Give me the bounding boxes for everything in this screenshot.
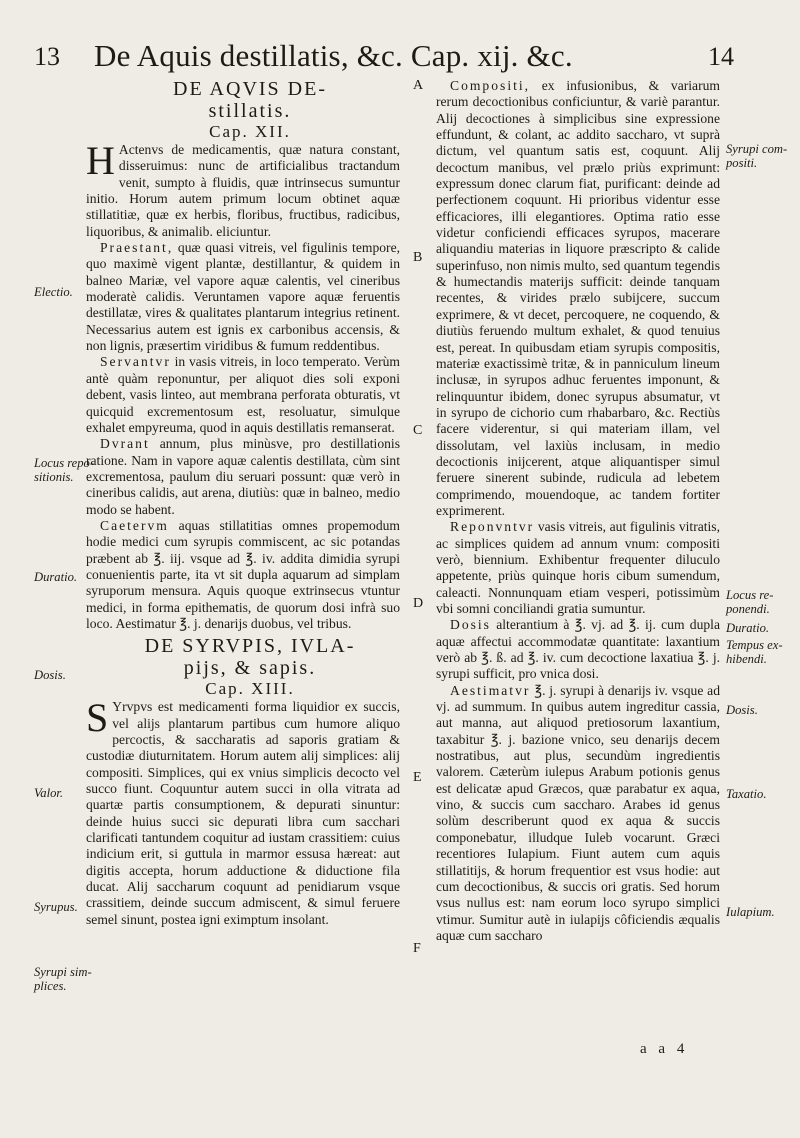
chapter-12-title-cont: stillatis. [208,100,292,122]
margin-note-electio: Electio. [34,285,73,299]
section-letter-e: E [413,770,422,785]
page-header [0,30,800,76]
ch12-para-4: Dvrant annum, plus minùsve, pro destillationis ratione. Nam in vapore aquæ calentis destillata, cùm sint excrementosa, paulum diu seruari possunt: quæ verò in cineribus calidis, aut arena, diutiùs: quæ in balneo, medio modo se habent. [86,436,400,517]
ch13-para-5: Aestimatvr ℥. j. syrupi à denarijs iv. vsque ad vj. ad summum. In quibus autem ingreditur cassia, aut manna, aut aliquod pretiosorum laxantium, taxabitur ℥. j. bazione vnico, seu denarijs decem nostratibus, aut plus, secundùm ingredientis valorem. Cæterùm iulepus Arabum potionis genus est delicatæ apud Græcos, quæ parabatur ex aqua, vino, & succis cum saccharo. Arabes id genus solùm describerunt quod ex aqua & succis componebatur, illudque Iuleb vocarunt. Græci recentiores Iulapium. Fiunt autem cum aquis stillatitijs, & horum frequentior est vsus hodie: aut cum decoctionibus, & succis ori gratis. Sed horum vsus nullus est: nam eorum loco syrupo simplici vtimur. Sumitur autè in iulapijs côficiendis æqualis aquæ cum saccharo [436,682,720,943]
margin-note-locus-repo: Locus repo- [34,456,95,470]
ch12-para-5: Caetervm aquas stillatitias omnes propemodum hodie medici cum syrupis commiscent, ac sic potandas præbent ab ℥. iij. vsque ad ℥. iv. addita dimidia syrupi conuenientis parte, ita vt sit dupla aquarum ad simplam syruporum mensura. Aquis quoque extrinsecus vtuntur medici, in forma epithematis, de quorum dosi infrà suo loco. Aestimatur ℥. j. denarijs duobus, vel tribus. [86,517,400,631]
margin-note-syrupus: Syrupus. [34,900,78,914]
ch13-para-2: Compositi, ex infusionibus, & variarum rerum decoctionibus conficiuntur, & variè parantur. Alij decoctiones à simplicibus sine expressione effundunt, & colant, ac addito saccharo, vt suprà dictum, vel quantum satis est, coquunt. Alij decoctum manibus, vel prælo priùs exprimunt: expressum donec clarum fiat, purificant: deinde ad perfectionem coquunt. Hi prioribus videntur esse efficaciores, illi elegantiores. Optima ratio esse videtur conficiendi efficaces syrupos, macerare aliquandiu materias in liquore præscripto & calide superinfuso, non nimis multo, sed quantum tegendis & humectandis materijs sufficit: deinde tanquam recentes, & virides prælo subijcere, succum exprimere, & vt decet, percoquere, ne coquendo, & diutiùs feruendo multum exhalet, & quod tenuius est, pereat. In quibusdam etiam syrupis compositis, materiæ exactissimè tritæ, & in panniculum lineum inclusæ, in syrupos adhuc feruentes imponunt, & relinquuntur ibidem, donec syrupus absumatur, vt in syrupo de cichorio cum rhabarbaro, &c. Rectiùs facere viderentur, si qui materiam illam, vel dissolutam, vel laxiùs inclusam, in medio decoctionis inijcerent, atque aliquantisper simul feruere sinerent subinde, rudicula ad lebetem comprimendo, mouendoque, ac tandem fortiter exprimerent. [436,78,720,518]
chapter-12-title: DE AQVIS DE- [173,78,327,100]
left-column [86,78,400,928]
margin-note-hibendi: hibendi. [726,652,767,666]
running-title: De Aquis destillatis, &c. Cap. xij. &c. [94,38,573,73]
margin-note-syrupi-com: Syrupi com- [726,142,788,156]
margin-note-tempus-ex: Tempus ex- [726,638,783,652]
margin-note-iulapium: Iulapium. [726,905,775,919]
ch13-para-3: Reponvntvr vasis vitreis, aut figulinis vitratis, ac simplices quidem ad annum vnum: compositi verò, biennium. Exhibentur frequenter diluculo appetente, priùs quinque horis cibum sumendum, caleacti. Nonnunquam etiam vesperi, potissimùm vbi somni conciliandi gratia sumuntur. [436,519,720,616]
margin-note-sitionis: sitionis. [34,470,74,484]
section-letter-b: B [413,250,423,265]
chapter-13-title-cont: pijs, & sapis. [183,657,317,680]
ch13-para-1: S Yrvpvs est medicamenti forma liquidior ex succis, vel alijs plantarum partibus cum humore aliquo percoctis, & saccharatis ad saporis gratiam & custodiæ diuturnitatem. Horum autem alij simplices: alij compositi. Simplices, qui ex vnius simplicis decocto vel succo fiunt. Coquuntur autem succi in olla vitrata ad quartæ partis consumptionem, & depurati sinuntur: deinde huius succi sic depurati libra cum sacchari clarificati tantundem coquitur ad iustam crassitiem: cuius indicium erit, si guttula in marmor essusa hæreat: aut digitis accepta, horum adductione & diductione fila ducat. Alij saccharum coquunt ad penidiarum vsque crassitiem, deinde succum admiscent, & simul feruere semel sinunt, postea igni eximptum insolant. [86,695,400,927]
right-page-number: 14 [708,42,734,71]
margin-note-duratio-left: Duratio. [34,570,78,584]
section-letter-f: F [413,941,421,956]
chapter-13-title: DE SYRVPIS, IVLA- [144,635,356,658]
dropcap-h: H [86,138,115,183]
left-page-number: 13 [34,42,60,71]
margin-note-taxatio: Taxatio. [726,787,767,801]
ch12-para-2: Praestant, quæ quasi vitreis, vel figulinis tempore, quo maximè vigent plantæ, destillantur, & quidem in balneo Mariæ, vel vapore aquæ calentis, vel cineribus moderatè calidis. Veruntamen vapore aquæ feruentis destillatæ, vires & qualitates plantarum integrius retinent. Necessarius autem est ignis ex carbonibus accensis, & non lignis, præsertim viridibus & fumum reddentibus. [86,240,400,354]
ch12-para-3: Servantvr in vasis vitreis, in loco temperato. Verùm antè quàm reponuntur, per aliquot dies soli exponi debent, vasis linteo, aut membrana perforata obturatis, vt quicquid excrementosum est, resoluatur, simulque exhalet empyreuma, quod in aquis destillatis remanserat. [86,354,400,435]
dropcap-s: S [86,695,109,741]
section-letter-c: C [413,423,423,438]
chapter-13-number: Cap. XIII. [205,679,295,699]
margin-note-dosis-left: Dosis. [34,668,66,682]
ch12-para-1: H Actenvs de medicamentis, quæ natura constant, disseruimus: nunc de artificialibus tractandum venit, sumpto à fluidis, quæ intrinsecus sumuntur initio. Horum autem primum locum obtinet aquæ stillatitiæ, quæ ex herbis, floribus, fructibus, radicibus, liquoribus, & animalib. eliciuntur. [86,138,400,239]
right-column [436,78,720,944]
signature-mark: a a 4 [640,1041,689,1057]
margin-note-valor: Valor. [34,786,64,800]
margin-note-locus-re: Locus re- [726,588,774,602]
margin-note-dosis-right: Dosis. [726,703,758,717]
ch13-para-4: Dosis alterantium à ℥. vj. ad ℥. ij. cum dupla aquæ affectui accommodatæ quantitate: laxantium verò ab ℥. ß. ad ℥. iv. cum decoctione laxatiua ℥. j. syrupi sufficit, pro vnica dosi. [436,617,720,682]
margin-note-ponendi: ponendi. [726,602,770,616]
section-letter-d: D [413,596,424,611]
section-letter-a: A [413,78,424,93]
margin-note-plices: plices. [34,979,67,993]
chapter-12-number: Cap. XII. [209,122,291,141]
margin-note-positi: positi. [726,156,758,170]
margin-note-duratio-right: Duratio. [726,621,770,635]
margin-note-syrupi-sim: Syrupi sim- [34,965,92,979]
